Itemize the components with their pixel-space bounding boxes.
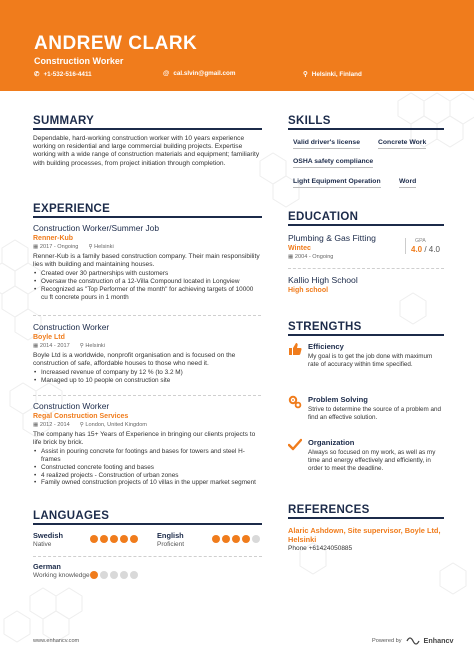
languages-heading: LANGUAGES [33,510,110,522]
job-bullet: • Recognized as "Top Performer of the month" for achieving targets of 10000 cu ft concrete pours in 1 month [33,286,261,301]
rating-dot-filled [120,535,128,543]
education-dates [288,254,376,260]
rating-dot-empty [100,571,108,579]
reference-phone: Phone +61424050885 [288,545,353,552]
rating-dot-empty [120,571,128,579]
job-dates [33,343,70,349]
rating-dot-filled [212,535,220,543]
job-location-text: Helsinki [94,244,114,250]
language-level: Proficient [157,541,185,548]
job-bullet: • Oversaw the construction of a 12-Villa Compound located in Longview [33,278,261,286]
checkmark-icon [288,438,302,452]
company-name: Renner-Kub [33,235,74,242]
language-name: German [33,562,61,571]
summary-heading: SUMMARY [33,115,95,127]
job-title: Construction Worker [33,401,110,411]
reference-name: Alaric Ashdown, Site supervisor, Boyle Ltd, Helsinki [288,526,441,545]
job-meta [33,244,261,250]
job-title: Construction Worker [33,322,110,332]
strength-description: Strive to determine the source of a problem and find an effective solution. [308,406,442,421]
job-location [80,422,147,428]
job-entry [33,401,261,487]
rating-dot-filled [110,535,118,543]
location-pin-icon: ⚲ [88,244,93,250]
summary-divider [33,128,262,130]
job-dates [33,422,70,428]
skill-tag: OSHA safety compliance [293,158,373,168]
rating-dot-filled [90,571,98,579]
gears-icon [288,395,302,409]
calendar-icon: ▦ [288,254,294,260]
language-name: English [157,531,184,540]
calendar-icon: ▦ [33,422,39,428]
job-bullet: • Assist in pouring concrete for footings and bases for towers and steel H-frames [33,448,261,463]
skill-tag: Word [399,178,416,188]
gpa-score: 4.0 [411,245,423,254]
rating-dot-filled [242,535,250,543]
location-text: Helsinki, Finland [311,70,362,78]
job-meta [33,343,261,349]
language-level: Working knowledge [33,572,90,579]
education-heading: EDUCATION [288,211,359,223]
language-rating [212,535,260,543]
powered-by-text: Powered by [372,637,402,644]
job-title: Construction Worker/Summer Job [33,223,159,233]
company-name: Regal Construction Services [33,413,129,420]
job-bullets [33,270,261,301]
strength-name: Problem Solving [308,395,368,404]
experience-divider [33,216,262,218]
strength-name: Organization [308,438,355,447]
job-location [88,244,113,250]
footer-branding [372,636,454,645]
candidate-name: ANDREW CLARK [34,33,198,54]
gpa-value: 4.0 / 4.0 [411,245,440,254]
brand-name: Enhancv [423,636,454,645]
job-meta [33,422,261,428]
job-dates [33,244,78,250]
job-separator [33,315,261,316]
language-item [157,531,184,549]
skills-divider [288,128,444,130]
strengths-divider [288,334,444,336]
language-separator [33,556,262,557]
job-bullets [33,369,261,384]
job-bullet: • Family owned construction projects of 10 villas in the upper market segment [33,479,261,487]
at-icon: @ [163,70,170,77]
degree-name: Kallio High School [288,275,358,285]
strengths-heading: STRENGTHS [288,321,362,333]
gpa-max: 4.0 [428,245,440,254]
school-name: High school [288,287,329,294]
job-bullet: • Created over 30 partnerships with customers [33,270,261,278]
education-entry [288,275,358,294]
header-banner [0,0,474,91]
job-dates-text: 2014 - 2017 [39,343,70,349]
degree-name: Plumbing & Gas Fitting [288,233,376,243]
language-item [33,562,93,580]
email-contact[interactable] [163,70,235,77]
education-entry [288,233,376,260]
gpa-label: GPA [415,238,426,244]
calendar-icon: ▦ [33,244,39,250]
job-location [80,343,105,349]
skills-heading: SKILLS [288,115,331,127]
strength-description: My goal is to get the job done with maximum rate of accuracy within time specified. [308,353,433,368]
strength-description: Always so focused on my work, as well as my time and energy effectively and efficiently, in order to meet the deadline. [308,449,436,472]
location-pin-icon: ⚲ [303,71,308,78]
references-heading: REFERENCES [288,504,370,516]
languages-divider [33,523,262,525]
rating-dot-filled [100,535,108,543]
job-location-text: London, United Kingdom [85,422,147,428]
job-entry [33,223,261,301]
enhancv-logo-icon [406,637,420,645]
location-contact [303,70,362,78]
job-description: Boyle Ltd is a worldwide, nonprofit organisation and is focused on the construction of safe, affordable houses to those who need it. [33,352,236,368]
references-divider [288,517,444,519]
job-bullet: • 4 realized projects - Construction of urban zones [33,472,261,480]
education-dates-text: 2004 - Ongoing [294,254,334,260]
job-bullet: • Managed up to 10 people on construction site [33,377,261,385]
rating-dot-filled [232,535,240,543]
job-dates-text: 2012 - 2014 [39,422,70,428]
skill-tag: Valid driver's license [293,139,360,149]
summary-text: Dependable, hard-working construction worker with 10 years experience working on residential and large commercial building projects. Expertise working with a wide range of construction materials and equipment; familiarity with building processes, from project initiation through completion. [33,135,260,167]
phone-contact[interactable] [34,70,92,78]
job-description: The company has 15+ Years of Experience in bringing our clients projects to life brick by brick. [33,431,256,447]
phone-text: +1-532-516-4411 [43,70,92,78]
job-bullet: • Increased revenue of company by 12 % (to 3.2 M) [33,369,261,377]
rating-dot-empty [110,571,118,579]
job-bullets [33,448,261,486]
job-location-text: Helsinki [85,343,105,349]
job-separator [33,395,261,396]
job-bullet: • Constructed concrete footing and bases [33,464,261,472]
language-item [33,531,63,549]
job-dates-text: 2017 - Ongoing [39,244,79,250]
job-description: Renner-Kub is a family based construction company. Their main responsibility lies with building and maintaining houses. [33,253,260,269]
education-separator [288,268,444,269]
rating-dot-empty [252,535,260,543]
language-rating [90,571,138,579]
job-entry [33,322,261,385]
company-name: Boyle Ltd [33,334,65,341]
education-divider [288,224,444,226]
language-level: Native [33,541,52,548]
experience-heading: EXPERIENCE [33,203,111,215]
location-pin-icon: ⚲ [79,422,84,428]
email-text: cal.slvin@gmail.com [173,70,236,77]
school-name: Wintec [288,245,311,252]
thumbs-up-icon [288,342,302,356]
candidate-role: Construction Worker [34,56,124,66]
location-pin-icon: ⚲ [79,343,84,349]
language-rating [90,535,138,543]
footer-website[interactable]: www.enhancv.com [33,638,80,644]
skill-tag: Light Equipment Operation [293,178,381,188]
rating-dot-filled [222,535,230,543]
phone-icon: ✆ [34,71,40,78]
language-name: Swedish [33,531,63,540]
skill-tag: Concrete Work [378,139,426,149]
calendar-icon: ▦ [33,343,39,349]
gpa-block [405,238,440,254]
rating-dot-filled [130,535,138,543]
strength-name: Efficiency [308,342,344,351]
rating-dot-empty [130,571,138,579]
rating-dot-filled [90,535,98,543]
